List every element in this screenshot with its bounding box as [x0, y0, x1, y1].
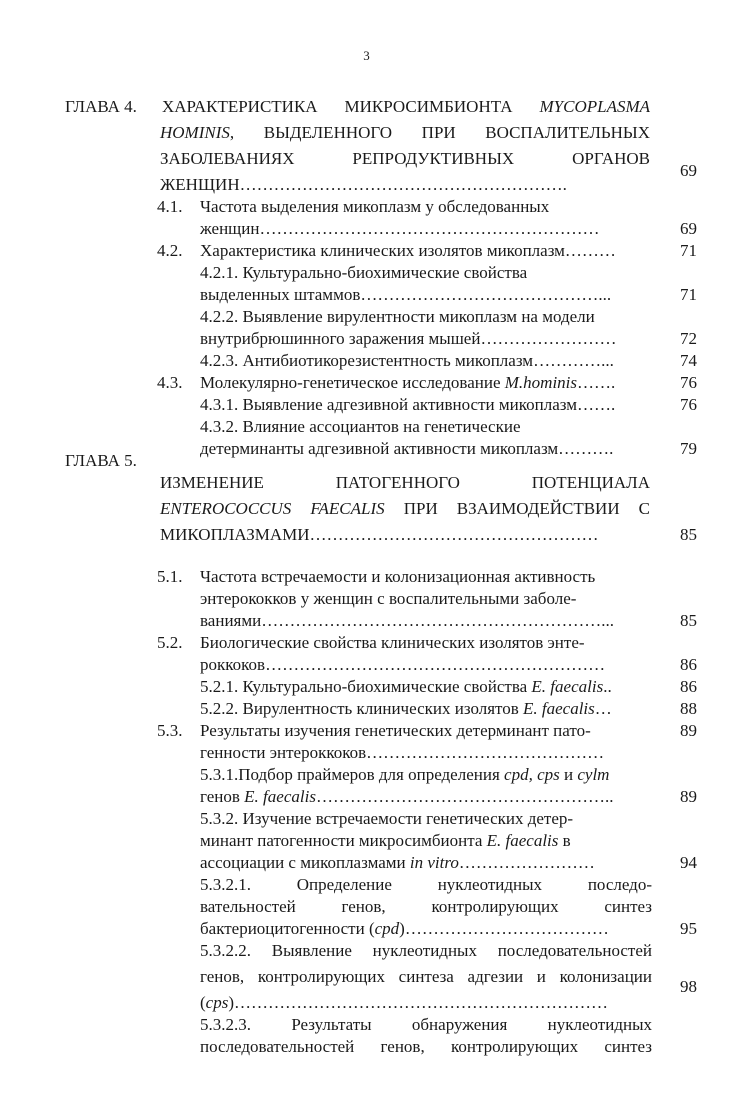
chapter-title-line: HOMINIS, ВЫДЕЛЕННОГО ПРИ ВОСПАЛИТЕЛЬНЫХ	[160, 123, 650, 142]
chapter-title-line: ЖЕНЩИН………………………………………………….	[160, 175, 567, 194]
page-ref: 76	[680, 395, 697, 414]
section-number: 5.3.	[157, 721, 183, 740]
section-title: 5.3.1.Подбор праймеров для определения cpd, cps и cylm	[200, 765, 610, 784]
section-title: вательностей генов, контролирующих синтез	[200, 897, 652, 916]
page-number: 3	[363, 48, 370, 63]
page-ref: 71	[680, 285, 697, 304]
section-title: энтерококков у женщин с воспалительными заболе-	[200, 589, 577, 608]
page-ref: 85	[680, 525, 697, 544]
chapter-title-line: ENTEROCOCCUS FAECALIS ПРИ ВЗАИМОДЕЙСТВИИ С	[160, 499, 650, 518]
section-title: Биологические свойства клинических изолятов энте-	[200, 633, 585, 652]
page-ref: 86	[680, 655, 697, 674]
page-ref: 98	[680, 977, 697, 996]
section-number: 4.1.	[157, 197, 183, 216]
section-number: 5.1.	[157, 567, 183, 586]
section-title: роккоков……………………………………………………	[200, 655, 606, 674]
section-title: детерминанты адгезивной активности микоплазм……….	[200, 439, 614, 458]
section-title: 5.3.2.3. Результаты обнаружения нуклеотидных	[200, 1015, 652, 1034]
page-ref: 74	[680, 351, 697, 370]
chapter-label: ГЛАВА 4.	[65, 97, 137, 116]
section-number: 4.2.	[157, 241, 183, 260]
section-title: 4.2.2. Выявление вирулентности микоплазм на модели	[200, 307, 595, 326]
section-title: (cps)…………………………………………………………	[200, 993, 609, 1012]
section-number: 5.2.	[157, 633, 183, 652]
section-title: женщин……………………………………………………	[200, 219, 600, 238]
section-title: 5.2.1. Культурально-биохимические свойства E. faecalis..	[200, 677, 612, 696]
page-ref: 71	[680, 241, 697, 260]
section-title: 5.2.2. Вирулентность клинических изолятов E. faecalis…	[200, 699, 612, 718]
section-title: генов E. faecalis……………………………………………..	[200, 787, 614, 806]
section-title: Характеристика клинических изолятов микоплазм………	[200, 241, 616, 260]
section-title: последовательностей генов, контролирующих синтез	[200, 1037, 652, 1056]
section-number: 4.3.	[157, 373, 183, 392]
page-ref: 86	[680, 677, 697, 696]
section-title: генности энтероккоков……………………………………	[200, 743, 605, 762]
section-title: выделенных штаммов……………………………………...	[200, 285, 612, 304]
page-ref: 88	[680, 699, 697, 718]
chapter-title-line: ХАРАКТЕРИСТИКА МИКРОСИМБИОНТА MYCOPLASMA	[162, 97, 650, 116]
page-ref: 89	[680, 787, 697, 806]
section-title: Частота встречаемости и колонизационная активность	[200, 567, 596, 586]
page-ref: 95	[680, 919, 697, 938]
section-title: 4.2.1. Культурально-биохимические свойства	[200, 263, 528, 282]
chapter-title-line: МИКОПЛАЗМАМИ……………………………………………	[160, 525, 599, 544]
section-title: бактериоцитогенности (cpd)………………………………	[200, 919, 609, 938]
section-title: 5.3.2. Изучение встречаемости генетических детер-	[200, 809, 574, 828]
section-title: 4.2.3. Антибиотикорезистентность микоплазм…………...	[200, 351, 614, 370]
page-ref: 76	[680, 373, 697, 392]
chapter-label: ГЛАВА 5.	[65, 451, 137, 470]
section-title: 4.3.1. Выявление адгезивной активности микоплазм…….	[200, 395, 616, 414]
chapter-title-line: ЗАБОЛЕВАНИЯХ РЕПРОДУКТИВНЫХ ОРГАНОВ	[160, 149, 650, 168]
page-ref: 79	[680, 439, 697, 458]
section-title: Результаты изучения генетических детерминант пато-	[200, 721, 591, 740]
section-title: Частота выделения микоплазм у обследованных	[200, 197, 550, 216]
section-title: ассоциации с микоплазмами in vitro……………………	[200, 853, 595, 872]
section-title: минант патогенности микросимбионта E. faecalis в	[200, 831, 571, 850]
page-ref: 69	[680, 161, 697, 180]
page-ref: 85	[680, 611, 697, 630]
section-title: генов, контролирующих синтеза адгезии и колонизации	[200, 967, 652, 986]
section-title: 5.3.2.1. Определение нуклеотидных последо-	[200, 875, 652, 894]
section-title: внутрибрюшинного заражения мышей……………………	[200, 329, 617, 348]
page-ref: 94	[680, 853, 697, 872]
page-ref: 89	[680, 721, 697, 740]
section-title: 5.3.2.2. Выявление нуклеотидных последовательностей	[200, 941, 652, 960]
section-title: 4.3.2. Влияние ассоциантов на генетические	[200, 417, 521, 436]
page-ref: 72	[680, 329, 697, 348]
page-ref: 69	[680, 219, 697, 238]
chapter-title-line: ИЗМЕНЕНИЕ ПАТОГЕННОГО ПОТЕНЦИАЛА	[160, 473, 650, 492]
section-title: Молекулярно-генетическое исследование M.hominis…….	[200, 373, 616, 392]
section-title: ваниями……………………………………………………...	[200, 611, 614, 630]
